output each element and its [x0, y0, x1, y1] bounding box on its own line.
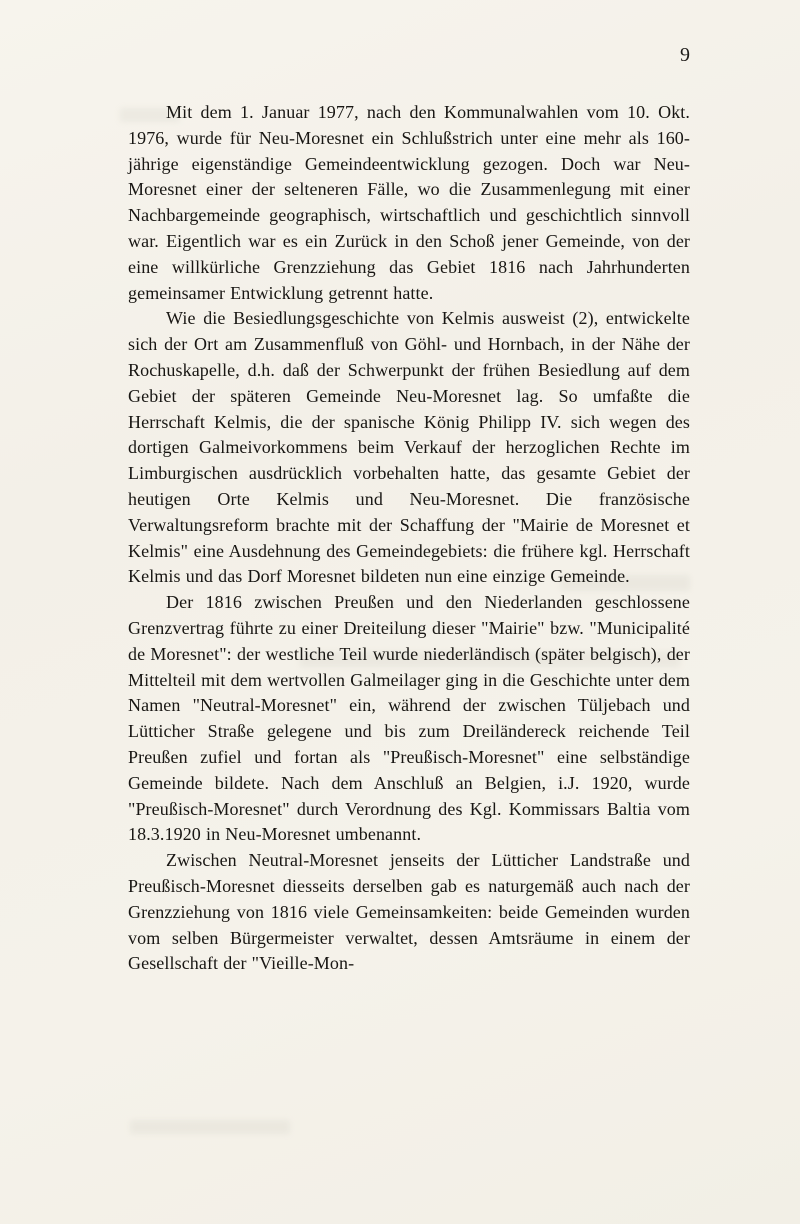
paragraph-4: Zwischen Neutral-Moresnet jenseits der Lütticher Landstraße und Preußisch-Moresnet diesseits derselben gab es naturgemäß auch nach der Grenzziehung von 1816 viele Gemeinsamkeiten: beide Gemeinden wurden vom selben Bürgermeister verwaltet, dessen Amtsräume in einem der Gesellschaft der "Vieille-Mon-: [128, 850, 690, 974]
paragraph-1: Mit dem 1. Januar 1977, nach den Kommunalwahlen vom 10. Okt. 1976, wurde für Neu-Moresnet ein Schlußstrich unter eine mehr als 160-jährige eigenständige Gemeindeentwicklung gezogen. Doch war Neu-Moresnet einer der selteneren Fälle, wo die Zusammenlegung mit einer Nachbargemeinde geographisch, wirtschaftlich und geschichtlich sinnvoll war. Eigentlich war es ein Zurück in den Schoß jener Gemeinde, von der eine willkürliche Grenzziehung das Gebiet 1816 nach Jahrhunderten gemeinsamer Entwicklung getrennt hatte.: [128, 102, 690, 303]
paragraph-2: Wie die Besiedlungsgeschichte von Kelmis ausweist (2), entwickelte sich der Ort am Zusammenfluß von Göhl- und Hornbach, in der Nähe der Rochuskapelle, d.h. daß der Schwerpunkt der frühen Besiedlung auf dem Gebiet der späteren Gemeinde Neu-Moresnet lag. So umfaßte die Herrschaft Kelmis, die der spanische König Philipp IV. sich wegen des dortigen Galmeivorkommens beim Verkauf der herzoglichen Rechte im Limburgischen ausdrücklich vorbehalten hatte, das gesamte Gebiet der heutigen Orte Kelmis und Neu-Moresnet. Die französische Verwaltungsreform brachte mit der Schaffung der "Mairie de Moresnet et Kelmis" eine Ausdehnung des Gemeindegebiets: die frühere kgl. Herrschaft Kelmis und das Dorf Moresnet bildeten nun eine einzige Gemeinde.: [128, 308, 690, 587]
page-number: 9: [680, 44, 690, 66]
body-text: [128, 100, 690, 977]
paragraph-3: Der 1816 zwischen Preußen und den Niederlanden geschlossene Grenzvertrag führte zu einer Dreiteilung dieser "Mairie" bzw. "Municipalité de Moresnet": der westliche Teil wurde niederländisch (später belgisch), der Mittelteil mit dem wertvollen Galmeilager ging in die Geschichte unter dem Namen "Neutral-Moresnet" ein, während der zwischen Tüljebach und Lütticher Straße gelegene und bis zum Dreiländereck reichende Teil Preußen zufiel und fortan als "Preußisch-Moresnet" eine selbständige Gemeinde bildete. Nach dem Anschluß an Belgien, i.J. 1920, wurde "Preußisch-Moresnet" durch Verordnung des Kgl. Kommissars Baltia vom 18.3.1920 in Neu-Moresnet umbenannt.: [128, 592, 690, 845]
scan-bleedthrough-artifact: [130, 1120, 290, 1134]
